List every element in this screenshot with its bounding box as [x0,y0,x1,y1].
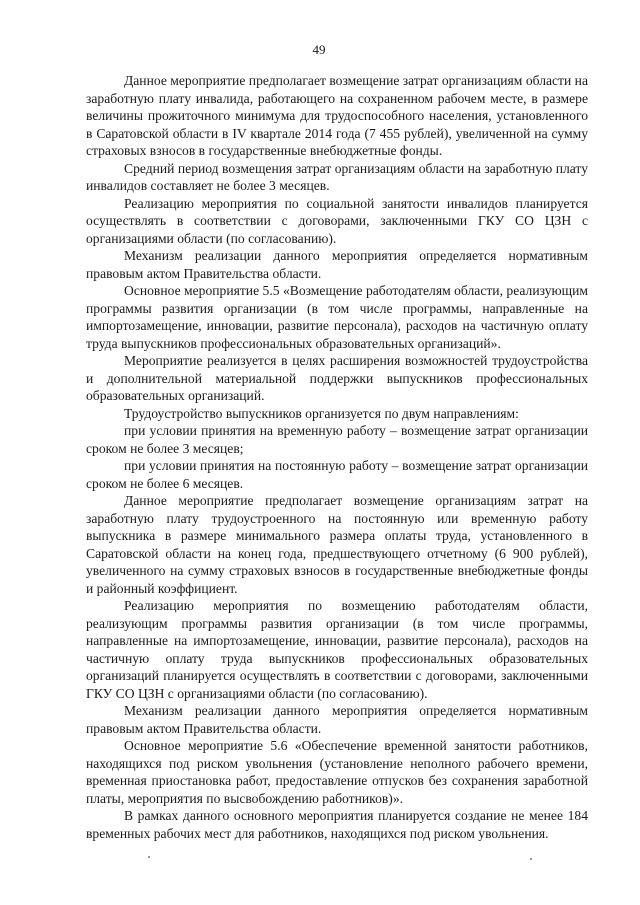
paragraph: Механизм реализации данного мероприятия определяется нормативным правовым актом Правительства области. [86,248,588,281]
paragraph: Реализацию мероприятия по возмещению работодателям области, реализующим программы развития организации (в том числе программы, направленные на импортозамещение, инновации, развитие персонала), расходов на частичную оплату труда выпускников профессиональных образовательных организаций планируется осуществлять в соответствии с договорами, заключенными ГКУ СО ЦЗН с организациями области (по согласованию). [86,598,588,701]
document-body [86,72,588,842]
paragraph: Основное мероприятие 5.6 «Обеспечение временной занятости работников, находящихся под риском увольнения (установление неполного рабочего времени, временная приостановка работ, предоставление отпусков без сохранения заработной платы, мероприятия по высвобождению работников)». [86,738,588,806]
paragraph: Мероприятие реализуется в целях расширения возможностей трудоустройства и дополнительной материальной поддержки выпускников профессиональных образовательных организаций. [86,353,588,403]
paragraph: Реализацию мероприятия по социальной занятости инвалидов планируется осуществлять в соответствии с договорами, заключенными ГКУ СО ЦЗН с организациями области (по согласованию). [86,195,588,246]
paragraph: Трудоустройство выпускников организуется по двум направлениям: [124,405,519,421]
scan-speck [530,858,532,860]
paragraph: при условии принятия на постоянную работу – возмещение затрат организации сроком не более 6 месяцев. [86,458,588,491]
scan-speck [148,856,150,858]
paragraph: Средний период возмещения затрат организациям области на заработную плату инвалидов составляет не более 3 месяцев. [86,160,588,193]
paragraph: В рамках данного основного мероприятия планируется создание не менее 184 временных рабочих мест для работников, находящихся под риском увольнения. [86,808,588,841]
page-number: 49 [312,42,326,57]
paragraph: Основное мероприятие 5.5 «Возмещение работодателям области, реализующим программы развития организации (в том числе программы, направленные на импортозамещение, инновации, развитие персонала), расходов на частичную оплату труда выпускников профессиональных образовательных организаций». [86,283,588,351]
paragraph: при условии принятия на временную работу – возмещение затрат организации сроком не более 3 месяцев; [86,423,588,456]
paragraph: Данное мероприятие предполагает возмещение организациям затрат на заработную плату трудоустроенного на постоянную или временную работу выпускника в размере минимального размера оплаты труда, установленного в Саратовской области на конец года, предшествующего отчетному (6 900 рублей), увеличенного на сумму страховых взносов в государственные внебюджетные фонды и районный коэффициент. [86,493,588,596]
paragraph: Данное мероприятие предполагает возмещение затрат организациям области на заработную плату инвалида, работающего на сохраненном рабочем месте, в размере величины прожиточного минимума для трудоспособного населения, установленного в Саратовской области в IV квартале 2014 года (7 455 рублей), увеличенной на сумму страховых взносов в государственные внебюджетные фонды. [86,73,588,158]
paragraph: Механизм реализации данного мероприятия определяется нормативным правовым актом Правительства области. [86,703,588,736]
